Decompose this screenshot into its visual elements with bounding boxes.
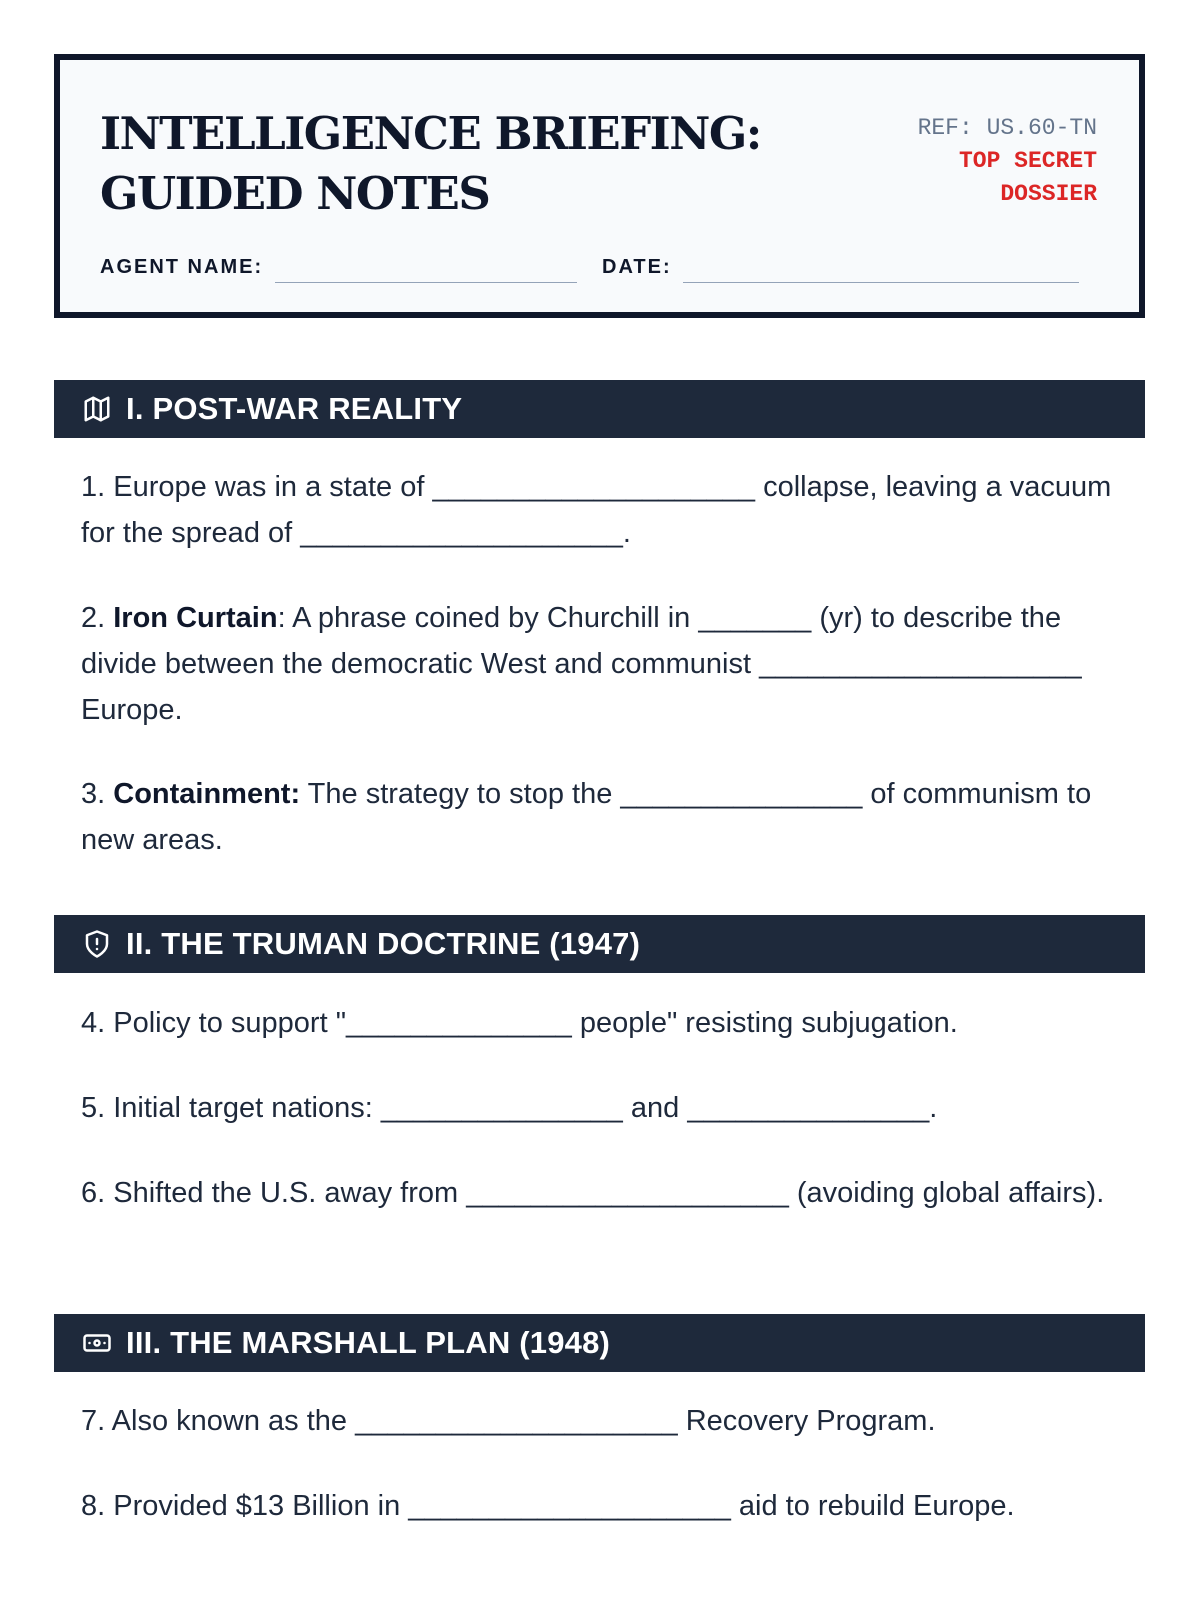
- question-text: people" resisting subjugation.: [579, 1007, 958, 1039]
- section-header-marshall-plan: [54, 1314, 1145, 1372]
- question-6: [81, 1170, 1121, 1216]
- question-number: 8.: [81, 1490, 106, 1522]
- question-number: 6.: [81, 1177, 106, 1209]
- answer-blank[interactable]: _______________: [380, 1092, 623, 1124]
- answer-blank[interactable]: ____________________: [466, 1177, 789, 1209]
- question-text: (yr) to describe the divide between the democratic West and communist: [81, 602, 1062, 680]
- question-text: (avoiding global affairs).: [796, 1177, 1105, 1209]
- reference-block: [918, 112, 1097, 211]
- answer-blank[interactable]: _______________: [620, 778, 863, 810]
- question-number: 4.: [81, 1007, 106, 1039]
- question-text: aid to rebuild Europe.: [738, 1490, 1015, 1522]
- classification-line-2: DOSSIER: [1000, 181, 1097, 207]
- agent-name-label: AGENT NAME:: [100, 256, 264, 278]
- map-icon: [82, 394, 112, 424]
- question-4: [81, 1000, 1121, 1046]
- section-title: III. THE MARSHALL PLAN (1948): [126, 1325, 611, 1360]
- question-number: 7.: [81, 1405, 106, 1437]
- agent-name-field[interactable]: [275, 282, 577, 283]
- classification-line-1: TOP SECRET: [958, 148, 1097, 174]
- answer-blank[interactable]: ____________________: [408, 1490, 731, 1522]
- question-7: [81, 1398, 1121, 1444]
- title-line-2: GUIDED NOTES: [100, 167, 490, 220]
- key-term: Iron Curtain: [113, 602, 278, 634]
- question-text: collapse, leaving a vacuum for the spread of: [81, 471, 1112, 549]
- question-1: [81, 464, 1121, 556]
- question-number: 5.: [81, 1092, 106, 1124]
- question-text: Provided $13 Billion in: [113, 1490, 401, 1522]
- title-line-1: INTELLIGENCE BRIEFING:: [100, 107, 761, 160]
- question-text: and: [630, 1092, 680, 1124]
- briefing-header: [54, 54, 1145, 318]
- question-2: [81, 595, 1121, 733]
- section-title: II. THE TRUMAN DOCTRINE (1947): [126, 926, 641, 961]
- question-number: 3.: [81, 778, 106, 810]
- section-header-post-war: [54, 380, 1145, 438]
- question-text: .: [622, 517, 631, 549]
- page-title: [100, 104, 761, 224]
- question-number: 1.: [81, 471, 106, 503]
- answer-blank[interactable]: _______________: [687, 1092, 930, 1124]
- question-text: of communism to new areas.: [81, 778, 1092, 856]
- section-title: I. POST-WAR REALITY: [126, 391, 463, 426]
- answer-blank[interactable]: ____________________: [355, 1405, 678, 1437]
- question-text: Shifted the U.S. away from: [113, 1177, 459, 1209]
- question-text: The strategy to stop the: [307, 778, 613, 810]
- date-label: DATE:: [602, 256, 672, 278]
- question-text: Europe was in a state of: [113, 471, 425, 503]
- agent-date-row: [100, 250, 1105, 290]
- answer-blank[interactable]: ______________: [346, 1007, 572, 1039]
- question-5: [81, 1085, 1121, 1131]
- question-number: 2.: [81, 602, 106, 634]
- question-text: : A phrase coined by Churchill in: [277, 602, 691, 634]
- question-8: [81, 1483, 1121, 1529]
- date-field[interactable]: [683, 282, 1079, 283]
- answer-blank[interactable]: ____________________: [300, 517, 623, 549]
- shield-alert-icon: [82, 929, 112, 959]
- section-header-truman-doctrine: [54, 915, 1145, 973]
- reference-code: REF: US.60-TN: [917, 115, 1097, 141]
- key-term: Containment:: [113, 778, 301, 810]
- question-text: Europe.: [81, 694, 183, 726]
- banknote-icon: [82, 1328, 112, 1358]
- question-text: Initial target nations:: [113, 1092, 373, 1124]
- question-text: Policy to support ": [113, 1007, 346, 1039]
- question-text: Also known as the: [111, 1405, 348, 1437]
- answer-blank[interactable]: ____________________: [432, 471, 756, 503]
- answer-blank[interactable]: _______: [698, 602, 812, 634]
- answer-blank[interactable]: ____________________: [759, 648, 1082, 680]
- question-3: [81, 771, 1121, 863]
- question-text: .: [929, 1092, 938, 1124]
- question-text: Recovery Program.: [685, 1405, 936, 1437]
